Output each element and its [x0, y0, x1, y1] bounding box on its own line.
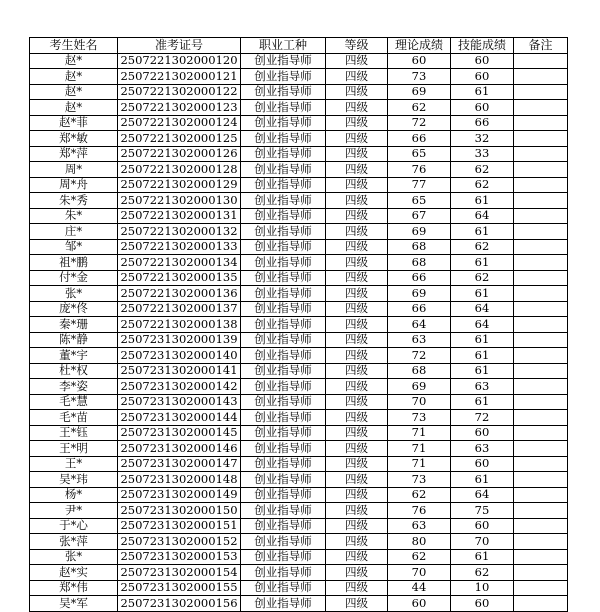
- occupation-cell: 创业指导师: [241, 565, 326, 581]
- theory-score-cell: 69: [388, 379, 451, 395]
- skill-score-cell: 62: [451, 270, 514, 286]
- table-row: [30, 193, 568, 209]
- level-cell: 四级: [326, 69, 388, 85]
- table-row: [30, 565, 568, 581]
- ticket-number-cell: 2507231302000139: [118, 332, 241, 348]
- ticket-number-cell: 2507221302000126: [118, 146, 241, 162]
- occupation-cell: 创业指导师: [241, 317, 326, 333]
- level-cell: 四级: [326, 208, 388, 224]
- name-cell: 尹*: [30, 503, 118, 519]
- name-cell: 郑*敏: [30, 131, 118, 147]
- table-row: [30, 503, 568, 519]
- theory-score-cell: 76: [388, 503, 451, 519]
- level-cell: 四级: [326, 441, 388, 457]
- theory-score-cell: 80: [388, 534, 451, 550]
- table-row: [30, 84, 568, 100]
- column-header-ticket-number: 准考证号: [118, 38, 241, 54]
- ticket-number-cell: 2507231302000153: [118, 549, 241, 565]
- table-row: [30, 518, 568, 534]
- ticket-number-cell: 2507221302000125: [118, 131, 241, 147]
- skill-score-cell: 64: [451, 208, 514, 224]
- level-cell: 四级: [326, 549, 388, 565]
- remarks-cell: [514, 518, 568, 534]
- level-cell: 四级: [326, 239, 388, 255]
- occupation-cell: 创业指导师: [241, 131, 326, 147]
- level-cell: 四级: [326, 100, 388, 116]
- table-row: [30, 177, 568, 193]
- ticket-number-cell: 2507221302000121: [118, 69, 241, 85]
- occupation-cell: 创业指导师: [241, 580, 326, 596]
- level-cell: 四级: [326, 410, 388, 426]
- occupation-cell: 创业指导师: [241, 270, 326, 286]
- skill-score-cell: 62: [451, 565, 514, 581]
- occupation-cell: 创业指导师: [241, 363, 326, 379]
- ticket-number-cell: 2507221302000135: [118, 270, 241, 286]
- remarks-cell: [514, 379, 568, 395]
- name-cell: 赵*实: [30, 565, 118, 581]
- occupation-cell: 创业指导师: [241, 487, 326, 503]
- level-cell: 四级: [326, 425, 388, 441]
- name-cell: 朱*秀: [30, 193, 118, 209]
- occupation-cell: 创业指导师: [241, 549, 326, 565]
- theory-score-cell: 68: [388, 255, 451, 271]
- ticket-number-cell: 2507221302000123: [118, 100, 241, 116]
- table-row: [30, 224, 568, 240]
- occupation-cell: 创业指导师: [241, 286, 326, 302]
- table-row: [30, 270, 568, 286]
- theory-score-cell: 76: [388, 162, 451, 178]
- ticket-number-cell: 2507221302000124: [118, 115, 241, 131]
- level-cell: 四级: [326, 84, 388, 100]
- table-row: [30, 441, 568, 457]
- level-cell: 四级: [326, 317, 388, 333]
- skill-score-cell: 72: [451, 410, 514, 426]
- occupation-cell: 创业指导师: [241, 518, 326, 534]
- level-cell: 四级: [326, 487, 388, 503]
- table-header-row: [30, 38, 568, 54]
- remarks-cell: [514, 487, 568, 503]
- skill-score-cell: 63: [451, 379, 514, 395]
- ticket-number-cell: 2507231302000144: [118, 410, 241, 426]
- ticket-number-cell: 2507231302000147: [118, 456, 241, 472]
- name-cell: 赵*: [30, 53, 118, 69]
- level-cell: 四级: [326, 115, 388, 131]
- table-row: [30, 549, 568, 565]
- remarks-cell: [514, 224, 568, 240]
- skill-score-cell: 75: [451, 503, 514, 519]
- skill-score-cell: 62: [451, 162, 514, 178]
- table-row: [30, 100, 568, 116]
- name-cell: 王*明: [30, 441, 118, 457]
- level-cell: 四级: [326, 456, 388, 472]
- remarks-cell: [514, 425, 568, 441]
- level-cell: 四级: [326, 534, 388, 550]
- skill-score-cell: 64: [451, 301, 514, 317]
- occupation-cell: 创业指导师: [241, 255, 326, 271]
- name-cell: 祖*鹏: [30, 255, 118, 271]
- skill-score-cell: 62: [451, 177, 514, 193]
- skill-score-cell: 64: [451, 317, 514, 333]
- ticket-number-cell: 2507231302000140: [118, 348, 241, 364]
- theory-score-cell: 63: [388, 518, 451, 534]
- skill-score-cell: 61: [451, 193, 514, 209]
- level-cell: 四级: [326, 580, 388, 596]
- theory-score-cell: 72: [388, 115, 451, 131]
- level-cell: 四级: [326, 270, 388, 286]
- theory-score-cell: 67: [388, 208, 451, 224]
- skill-score-cell: 61: [451, 394, 514, 410]
- theory-score-cell: 66: [388, 270, 451, 286]
- column-header-theory-score: 理论成绩: [388, 38, 451, 54]
- name-cell: 赵*: [30, 84, 118, 100]
- occupation-cell: 创业指导师: [241, 208, 326, 224]
- theory-score-cell: 68: [388, 363, 451, 379]
- remarks-cell: [514, 177, 568, 193]
- remarks-cell: [514, 301, 568, 317]
- name-cell: 周*: [30, 162, 118, 178]
- theory-score-cell: 66: [388, 301, 451, 317]
- skill-score-cell: 61: [451, 84, 514, 100]
- remarks-cell: [514, 270, 568, 286]
- table-row: [30, 534, 568, 550]
- ticket-number-cell: 2507221302000120: [118, 53, 241, 69]
- occupation-cell: 创业指导师: [241, 224, 326, 240]
- theory-score-cell: 73: [388, 472, 451, 488]
- remarks-cell: [514, 131, 568, 147]
- occupation-cell: 创业指导师: [241, 115, 326, 131]
- ticket-number-cell: 2507231302000146: [118, 441, 241, 457]
- occupation-cell: 创业指导师: [241, 177, 326, 193]
- occupation-cell: 创业指导师: [241, 162, 326, 178]
- name-cell: 庞*佟: [30, 301, 118, 317]
- name-cell: 张*萍: [30, 534, 118, 550]
- occupation-cell: 创业指导师: [241, 456, 326, 472]
- level-cell: 四级: [326, 503, 388, 519]
- occupation-cell: 创业指导师: [241, 84, 326, 100]
- level-cell: 四级: [326, 301, 388, 317]
- theory-score-cell: 70: [388, 565, 451, 581]
- name-cell: 郑*伟: [30, 580, 118, 596]
- level-cell: 四级: [326, 146, 388, 162]
- occupation-cell: 创业指导师: [241, 410, 326, 426]
- skill-score-cell: 62: [451, 239, 514, 255]
- remarks-cell: [514, 363, 568, 379]
- name-cell: 李*姿: [30, 379, 118, 395]
- remarks-cell: [514, 146, 568, 162]
- name-cell: 付*金: [30, 270, 118, 286]
- table-row: [30, 394, 568, 410]
- ticket-number-cell: 2507231302000151: [118, 518, 241, 534]
- table-row: [30, 363, 568, 379]
- remarks-cell: [514, 162, 568, 178]
- name-cell: 张*: [30, 549, 118, 565]
- remarks-cell: [514, 441, 568, 457]
- theory-score-cell: 60: [388, 596, 451, 612]
- table-row: [30, 162, 568, 178]
- remarks-cell: [514, 410, 568, 426]
- skill-score-cell: 61: [451, 286, 514, 302]
- name-cell: 陈*静: [30, 332, 118, 348]
- skill-score-cell: 61: [451, 332, 514, 348]
- skill-score-cell: 61: [451, 472, 514, 488]
- table-row: [30, 255, 568, 271]
- remarks-cell: [514, 84, 568, 100]
- theory-score-cell: 44: [388, 580, 451, 596]
- name-cell: 毛*苗: [30, 410, 118, 426]
- occupation-cell: 创业指导师: [241, 53, 326, 69]
- name-cell: 朱*: [30, 208, 118, 224]
- name-cell: 吴*军: [30, 596, 118, 612]
- name-cell: 张*: [30, 286, 118, 302]
- ticket-number-cell: 2507221302000137: [118, 301, 241, 317]
- skill-score-cell: 66: [451, 115, 514, 131]
- level-cell: 四级: [326, 363, 388, 379]
- remarks-cell: [514, 239, 568, 255]
- ticket-number-cell: 2507221302000138: [118, 317, 241, 333]
- level-cell: 四级: [326, 596, 388, 612]
- table-row: [30, 332, 568, 348]
- ticket-number-cell: 2507231302000148: [118, 472, 241, 488]
- occupation-cell: 创业指导师: [241, 394, 326, 410]
- remarks-cell: [514, 69, 568, 85]
- name-cell: 王*: [30, 456, 118, 472]
- column-header-skill-score: 技能成绩: [451, 38, 514, 54]
- theory-score-cell: 62: [388, 487, 451, 503]
- theory-score-cell: 65: [388, 146, 451, 162]
- score-table: [29, 37, 568, 612]
- ticket-number-cell: 2507221302000128: [118, 162, 241, 178]
- level-cell: 四级: [326, 131, 388, 147]
- remarks-cell: [514, 208, 568, 224]
- column-header-occupation: 职业工种: [241, 38, 326, 54]
- table-row: [30, 53, 568, 69]
- theory-score-cell: 73: [388, 410, 451, 426]
- level-cell: 四级: [326, 53, 388, 69]
- ticket-number-cell: 2507231302000143: [118, 394, 241, 410]
- skill-score-cell: 60: [451, 53, 514, 69]
- theory-score-cell: 66: [388, 131, 451, 147]
- name-cell: 赵*: [30, 100, 118, 116]
- occupation-cell: 创业指导师: [241, 193, 326, 209]
- name-cell: 邹*: [30, 239, 118, 255]
- theory-score-cell: 69: [388, 224, 451, 240]
- name-cell: 杨*: [30, 487, 118, 503]
- theory-score-cell: 77: [388, 177, 451, 193]
- table-row: [30, 131, 568, 147]
- level-cell: 四级: [326, 472, 388, 488]
- remarks-cell: [514, 286, 568, 302]
- remarks-cell: [514, 472, 568, 488]
- occupation-cell: 创业指导师: [241, 69, 326, 85]
- ticket-number-cell: 2507231302000149: [118, 487, 241, 503]
- table-row: [30, 286, 568, 302]
- theory-score-cell: 64: [388, 317, 451, 333]
- table-row: [30, 580, 568, 596]
- table-row: [30, 472, 568, 488]
- level-cell: 四级: [326, 177, 388, 193]
- table-row: [30, 317, 568, 333]
- level-cell: 四级: [326, 162, 388, 178]
- remarks-cell: [514, 348, 568, 364]
- occupation-cell: 创业指导师: [241, 596, 326, 612]
- theory-score-cell: 71: [388, 456, 451, 472]
- remarks-cell: [514, 394, 568, 410]
- table-row: [30, 301, 568, 317]
- occupation-cell: 创业指导师: [241, 332, 326, 348]
- ticket-number-cell: 2507221302000131: [118, 208, 241, 224]
- occupation-cell: 创业指导师: [241, 379, 326, 395]
- skill-score-cell: 64: [451, 487, 514, 503]
- occupation-cell: 创业指导师: [241, 301, 326, 317]
- skill-score-cell: 70: [451, 534, 514, 550]
- theory-score-cell: 68: [388, 239, 451, 255]
- table-row: [30, 487, 568, 503]
- level-cell: 四级: [326, 394, 388, 410]
- theory-score-cell: 69: [388, 84, 451, 100]
- occupation-cell: 创业指导师: [241, 348, 326, 364]
- theory-score-cell: 62: [388, 549, 451, 565]
- skill-score-cell: 63: [451, 441, 514, 457]
- table-row: [30, 69, 568, 85]
- ticket-number-cell: 2507231302000141: [118, 363, 241, 379]
- table-body: [30, 53, 568, 611]
- table-row: [30, 239, 568, 255]
- table-row: [30, 348, 568, 364]
- skill-score-cell: 61: [451, 224, 514, 240]
- remarks-cell: [514, 456, 568, 472]
- table-row: [30, 425, 568, 441]
- remarks-cell: [514, 317, 568, 333]
- table-row: [30, 146, 568, 162]
- theory-score-cell: 70: [388, 394, 451, 410]
- occupation-cell: 创业指导师: [241, 472, 326, 488]
- skill-score-cell: 61: [451, 255, 514, 271]
- remarks-cell: [514, 596, 568, 612]
- remarks-cell: [514, 115, 568, 131]
- occupation-cell: 创业指导师: [241, 425, 326, 441]
- occupation-cell: 创业指导师: [241, 441, 326, 457]
- theory-score-cell: 60: [388, 53, 451, 69]
- skill-score-cell: 60: [451, 596, 514, 612]
- skill-score-cell: 61: [451, 363, 514, 379]
- remarks-cell: [514, 549, 568, 565]
- theory-score-cell: 69: [388, 286, 451, 302]
- theory-score-cell: 62: [388, 100, 451, 116]
- skill-score-cell: 33: [451, 146, 514, 162]
- level-cell: 四级: [326, 193, 388, 209]
- column-header-name: 考生姓名: [30, 38, 118, 54]
- level-cell: 四级: [326, 286, 388, 302]
- skill-score-cell: 60: [451, 69, 514, 85]
- column-header-level: 等级: [326, 38, 388, 54]
- name-cell: 于*心: [30, 518, 118, 534]
- ticket-number-cell: 2507231302000142: [118, 379, 241, 395]
- remarks-cell: [514, 534, 568, 550]
- occupation-cell: 创业指导师: [241, 100, 326, 116]
- ticket-number-cell: 2507221302000133: [118, 239, 241, 255]
- name-cell: 毛*慧: [30, 394, 118, 410]
- ticket-number-cell: 2507221302000134: [118, 255, 241, 271]
- remarks-cell: [514, 503, 568, 519]
- ticket-number-cell: 2507221302000129: [118, 177, 241, 193]
- column-header-remarks: 备注: [514, 38, 568, 54]
- level-cell: 四级: [326, 518, 388, 534]
- ticket-number-cell: 2507231302000152: [118, 534, 241, 550]
- name-cell: 赵*: [30, 69, 118, 85]
- table-row: [30, 456, 568, 472]
- table-row: [30, 379, 568, 395]
- skill-score-cell: 32: [451, 131, 514, 147]
- remarks-cell: [514, 332, 568, 348]
- skill-score-cell: 60: [451, 518, 514, 534]
- theory-score-cell: 71: [388, 425, 451, 441]
- name-cell: 王*钰: [30, 425, 118, 441]
- ticket-number-cell: 2507231302000150: [118, 503, 241, 519]
- ticket-number-cell: 2507221302000130: [118, 193, 241, 209]
- table-row: [30, 596, 568, 612]
- ticket-number-cell: 2507231302000145: [118, 425, 241, 441]
- skill-score-cell: 61: [451, 348, 514, 364]
- level-cell: 四级: [326, 224, 388, 240]
- name-cell: 周*舟: [30, 177, 118, 193]
- theory-score-cell: 73: [388, 69, 451, 85]
- name-cell: 赵*菲: [30, 115, 118, 131]
- occupation-cell: 创业指导师: [241, 534, 326, 550]
- theory-score-cell: 65: [388, 193, 451, 209]
- skill-score-cell: 60: [451, 425, 514, 441]
- name-cell: 董*宇: [30, 348, 118, 364]
- skill-score-cell: 10: [451, 580, 514, 596]
- remarks-cell: [514, 100, 568, 116]
- skill-score-cell: 60: [451, 100, 514, 116]
- remarks-cell: [514, 565, 568, 581]
- table-row: [30, 410, 568, 426]
- name-cell: 秦*珊: [30, 317, 118, 333]
- level-cell: 四级: [326, 255, 388, 271]
- level-cell: 四级: [326, 348, 388, 364]
- occupation-cell: 创业指导师: [241, 503, 326, 519]
- occupation-cell: 创业指导师: [241, 239, 326, 255]
- level-cell: 四级: [326, 332, 388, 348]
- level-cell: 四级: [326, 379, 388, 395]
- ticket-number-cell: 2507221302000132: [118, 224, 241, 240]
- ticket-number-cell: 2507221302000122: [118, 84, 241, 100]
- table-row: [30, 115, 568, 131]
- theory-score-cell: 72: [388, 348, 451, 364]
- remarks-cell: [514, 53, 568, 69]
- name-cell: 庄*: [30, 224, 118, 240]
- level-cell: 四级: [326, 565, 388, 581]
- skill-score-cell: 61: [451, 549, 514, 565]
- occupation-cell: 创业指导师: [241, 146, 326, 162]
- name-cell: 吴*玮: [30, 472, 118, 488]
- ticket-number-cell: 2507231302000154: [118, 565, 241, 581]
- remarks-cell: [514, 580, 568, 596]
- theory-score-cell: 71: [388, 441, 451, 457]
- name-cell: 郑*萍: [30, 146, 118, 162]
- skill-score-cell: 60: [451, 456, 514, 472]
- ticket-number-cell: 2507221302000136: [118, 286, 241, 302]
- ticket-number-cell: 2507231302000156: [118, 596, 241, 612]
- theory-score-cell: 63: [388, 332, 451, 348]
- remarks-cell: [514, 255, 568, 271]
- remarks-cell: [514, 193, 568, 209]
- table-row: [30, 208, 568, 224]
- name-cell: 杜*权: [30, 363, 118, 379]
- ticket-number-cell: 2507231302000155: [118, 580, 241, 596]
